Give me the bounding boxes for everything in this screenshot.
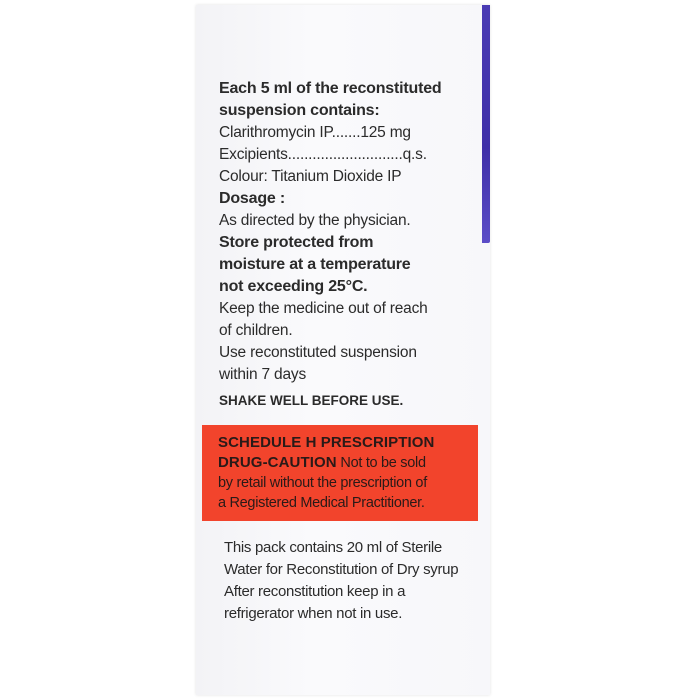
schedule-h-caution-box [202,425,478,521]
caution-line-2 [218,453,470,473]
use-within-line-1: Use reconstituted suspension [219,344,417,361]
ingredient-clarithromycin: Clarithromycin IP.......125 mg [219,124,411,141]
use-within-line-2: within 7 days [219,366,307,383]
pack-line-4: refrigerator when not in use. [224,605,403,622]
keep-away-line-2: of children. [219,322,293,339]
storage-line-3: not exceeding 25°C. [219,278,368,295]
keep-away-line-1: Keep the medicine out of reach [219,300,428,317]
carton-accent-strip [482,5,490,243]
pack-line-1: This pack contains 20 ml of Sterile [224,539,442,556]
composition-heading-line-1: Each 5 ml of the reconstituted [219,80,442,97]
ingredient-colour: Colour: Titanium Dioxide IP [219,168,402,185]
caution-line-2-rest: Not to be sold [336,455,426,471]
pack-line-2: Water for Reconstitution of Dry syrup [224,561,459,578]
storage-line-1: Store protected from [219,234,374,251]
carton-label-text [219,78,481,412]
caution-line-3: by retail without the prescription of [218,475,427,491]
caution-line-1: SCHEDULE H PRESCRIPTION [218,434,435,451]
pack-line-3: After reconstitution keep in a [224,583,406,600]
pack-contents-text [224,537,486,625]
shake-warning: SHAKE WELL BEFORE USE. [219,393,404,408]
caution-line-4: a Registered Medical Practitioner. [218,495,425,511]
dosage-text: As directed by the physician. [219,212,411,229]
composition-heading-line-2: suspension contains: [219,102,380,119]
storage-line-2: moisture at a temperature [219,256,411,273]
dosage-heading: Dosage : [219,190,285,207]
caution-line-2-bold: DRUG-CAUTION [218,454,337,471]
ingredient-excipients: Excipients............................q.s. [219,146,427,163]
